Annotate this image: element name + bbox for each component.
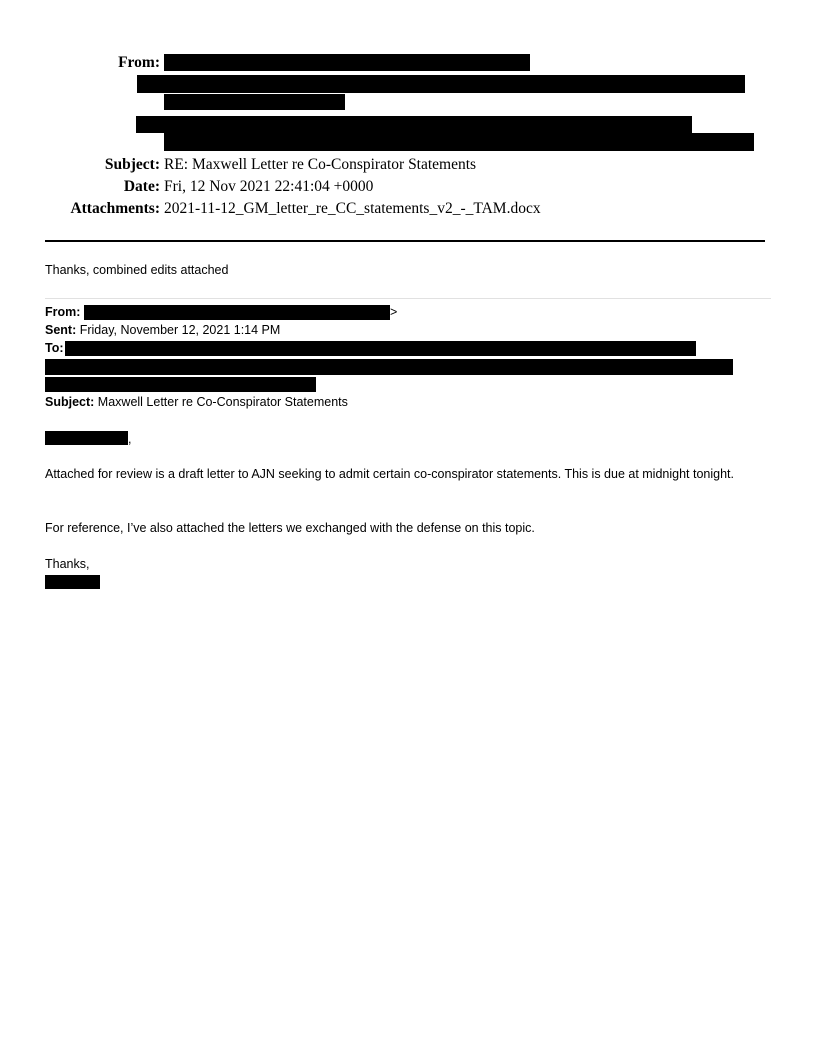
quoted-from-line [45, 303, 80, 321]
subject-label: Subject: [104, 156, 160, 173]
redaction-block [137, 75, 745, 93]
from-label: From: [118, 54, 160, 71]
redaction-block [45, 377, 316, 392]
redaction-block [65, 341, 696, 356]
quoted-message-divider [45, 298, 771, 299]
redaction-block [45, 575, 100, 589]
quoted-sent-value: Friday, November 12, 2021 1:14 PM [79, 323, 281, 337]
quoted-sent-label: Sent: [45, 323, 77, 337]
attachments-label: Attachments: [70, 200, 160, 217]
closing-line: Thanks, [45, 557, 90, 571]
date-label: Date: [123, 178, 160, 195]
redaction-block [45, 359, 733, 375]
quoted-from-trailing: > [390, 305, 398, 319]
quoted-subject-value: Maxwell Letter re Co-Conspirator Statements [97, 395, 348, 409]
quoted-subject-line [45, 393, 348, 411]
body-paragraph: For reference, I’ve also attached the letters we exchanged with the defense on this topic. [45, 521, 535, 535]
quoted-subject-label: Subject: [45, 395, 95, 409]
quoted-to-line [45, 339, 64, 357]
redaction-block [45, 431, 128, 445]
greeting-comma: , [128, 432, 132, 446]
redaction-block [164, 94, 345, 110]
header-divider [45, 240, 765, 242]
quoted-sent-line [45, 321, 280, 339]
reply-body: Thanks, combined edits attached [45, 263, 229, 277]
quoted-from-label: From: [45, 305, 81, 319]
redaction-block [84, 305, 390, 320]
date-value: Fri, 12 Nov 2021 22:41:04 +0000 [164, 178, 374, 195]
quoted-to-label: To: [45, 341, 64, 355]
attachment-filename[interactable]: 2021-11-12_GM_letter_re_CC_statements_v2_-_TAM.docx [164, 200, 541, 217]
subject-value: RE: Maxwell Letter re Co-Conspirator Statements [164, 156, 477, 173]
redaction-block [164, 133, 754, 151]
body-paragraph: Attached for review is a draft letter to AJN seeking to admit certain co-conspirator statements. This is due at midnight tonight. [45, 467, 734, 481]
redaction-block [136, 116, 692, 133]
redaction-block [164, 54, 530, 71]
